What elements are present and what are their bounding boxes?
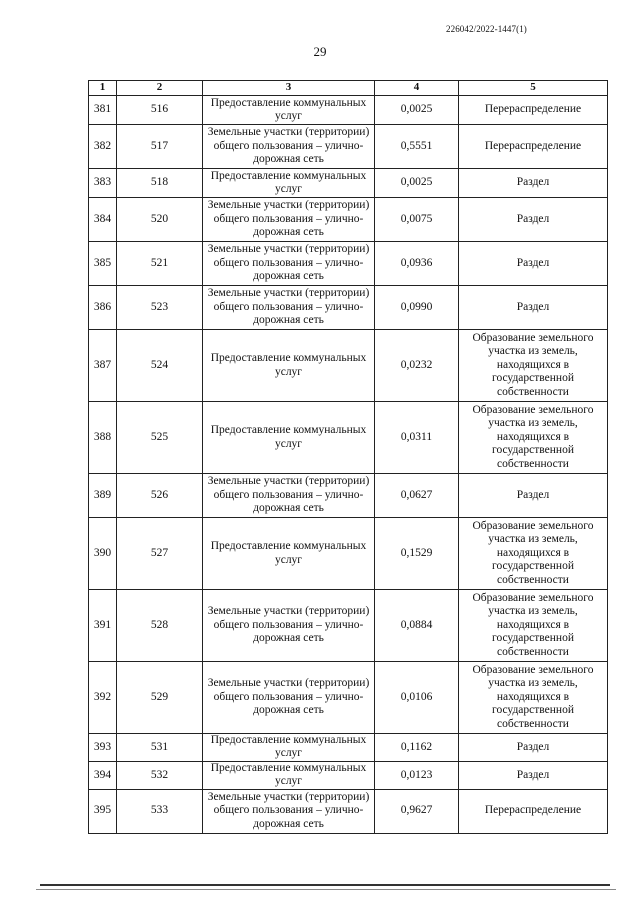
column-header: 4 [375, 81, 459, 96]
cell-method: Раздел [459, 761, 608, 789]
cell-method: Образование земельного участка из земель, находящихся в государственной собственности [459, 590, 608, 662]
cell-method: Раздел [459, 286, 608, 330]
table-row [89, 518, 608, 590]
cell-id: 533 [117, 789, 203, 833]
cell-area: 0,5551 [375, 125, 459, 169]
cell-id: 518 [117, 169, 203, 198]
cell-area: 0,0936 [375, 242, 459, 286]
cell-method: Раздел [459, 734, 608, 762]
cell-area: 0,0025 [375, 96, 459, 125]
cell-purpose: Земельные участки (территории) общего пользования – улично-дорожная сеть [203, 590, 375, 662]
document-id: 226042/2022-1447(1) [446, 24, 527, 34]
table-row [89, 242, 608, 286]
cell-purpose: Земельные участки (территории) общего пользования – улично-дорожная сеть [203, 242, 375, 286]
column-header: 2 [117, 81, 203, 96]
table-row [89, 96, 608, 125]
cell-purpose: Земельные участки (территории) общего пользования – улично-дорожная сеть [203, 198, 375, 242]
table-row [89, 169, 608, 198]
cell-id: 524 [117, 330, 203, 402]
cell-n: 384 [89, 198, 117, 242]
cell-area: 0,0884 [375, 590, 459, 662]
cell-id: 521 [117, 242, 203, 286]
cell-area: 0,0075 [375, 198, 459, 242]
column-header: 1 [89, 81, 117, 96]
cell-method: Перераспределение [459, 789, 608, 833]
cell-n: 383 [89, 169, 117, 198]
cell-id: 517 [117, 125, 203, 169]
table-row [89, 474, 608, 518]
cell-purpose: Земельные участки (территории) общего пользования – улично-дорожная сеть [203, 125, 375, 169]
cell-area: 0,0025 [375, 169, 459, 198]
column-header: 5 [459, 81, 608, 96]
cell-purpose: Предоставление коммунальных услуг [203, 330, 375, 402]
bottom-rule [36, 889, 616, 890]
cell-purpose: Предоставление коммунальных услуг [203, 761, 375, 789]
page-number: 29 [313, 44, 327, 59]
table-row [89, 789, 608, 833]
cell-purpose: Предоставление коммунальных услуг [203, 169, 375, 198]
table-row [89, 198, 608, 242]
cell-area: 0,0106 [375, 662, 459, 734]
cell-area: 0,0123 [375, 761, 459, 789]
cell-method: Раздел [459, 474, 608, 518]
cell-method: Раздел [459, 169, 608, 198]
cell-area: 0,9627 [375, 789, 459, 833]
cell-method: Образование земельного участка из земель, находящихся в государственной собственности [459, 330, 608, 402]
table-row [89, 125, 608, 169]
cell-id: 527 [117, 518, 203, 590]
cell-method: Перераспределение [459, 125, 608, 169]
table-row [89, 286, 608, 330]
cell-id: 528 [117, 590, 203, 662]
cell-id: 529 [117, 662, 203, 734]
table-body [89, 96, 608, 834]
table-row [89, 662, 608, 734]
cell-id: 525 [117, 402, 203, 474]
cell-n: 387 [89, 330, 117, 402]
table-row [89, 402, 608, 474]
cell-purpose: Земельные участки (территории) общего пользования – улично-дорожная сеть [203, 474, 375, 518]
cell-id: 523 [117, 286, 203, 330]
cell-purpose: Земельные участки (территории) общего пользования – улично-дорожная сеть [203, 662, 375, 734]
cell-n: 382 [89, 125, 117, 169]
cell-purpose: Предоставление коммунальных услуг [203, 734, 375, 762]
table-row [89, 761, 608, 789]
cell-id: 520 [117, 198, 203, 242]
bottom-rule [40, 884, 610, 886]
cell-method: Раздел [459, 198, 608, 242]
cell-n: 385 [89, 242, 117, 286]
cell-method: Образование земельного участка из земель, находящихся в государственной собственности [459, 518, 608, 590]
cell-purpose: Предоставление коммунальных услуг [203, 402, 375, 474]
cell-n: 389 [89, 474, 117, 518]
cell-area: 0,0990 [375, 286, 459, 330]
cell-id: 526 [117, 474, 203, 518]
column-header: 3 [203, 81, 375, 96]
cell-area: 0,1162 [375, 734, 459, 762]
cell-area: 0,0627 [375, 474, 459, 518]
cell-n: 388 [89, 402, 117, 474]
land-plots-table [88, 80, 608, 834]
cell-n: 392 [89, 662, 117, 734]
cell-n: 390 [89, 518, 117, 590]
table-header-row [89, 81, 608, 96]
cell-n: 391 [89, 590, 117, 662]
cell-method: Перераспределение [459, 96, 608, 125]
cell-purpose: Предоставление коммунальных услуг [203, 96, 375, 125]
cell-n: 395 [89, 789, 117, 833]
cell-method: Образование земельного участка из земель, находящихся в государственной собственности [459, 402, 608, 474]
cell-method: Образование земельного участка из земель, находящихся в государственной собственности [459, 662, 608, 734]
cell-purpose: Предоставление коммунальных услуг [203, 518, 375, 590]
cell-id: 532 [117, 761, 203, 789]
cell-area: 0,1529 [375, 518, 459, 590]
cell-purpose: Земельные участки (территории) общего пользования – улично-дорожная сеть [203, 789, 375, 833]
cell-n: 386 [89, 286, 117, 330]
cell-n: 394 [89, 761, 117, 789]
cell-area: 0,0232 [375, 330, 459, 402]
cell-id: 531 [117, 734, 203, 762]
cell-method: Раздел [459, 242, 608, 286]
cell-purpose: Земельные участки (территории) общего пользования – улично-дорожная сеть [203, 286, 375, 330]
cell-n: 381 [89, 96, 117, 125]
cell-area: 0,0311 [375, 402, 459, 474]
table-row [89, 330, 608, 402]
table-row [89, 590, 608, 662]
cell-n: 393 [89, 734, 117, 762]
cell-id: 516 [117, 96, 203, 125]
table-row [89, 734, 608, 762]
